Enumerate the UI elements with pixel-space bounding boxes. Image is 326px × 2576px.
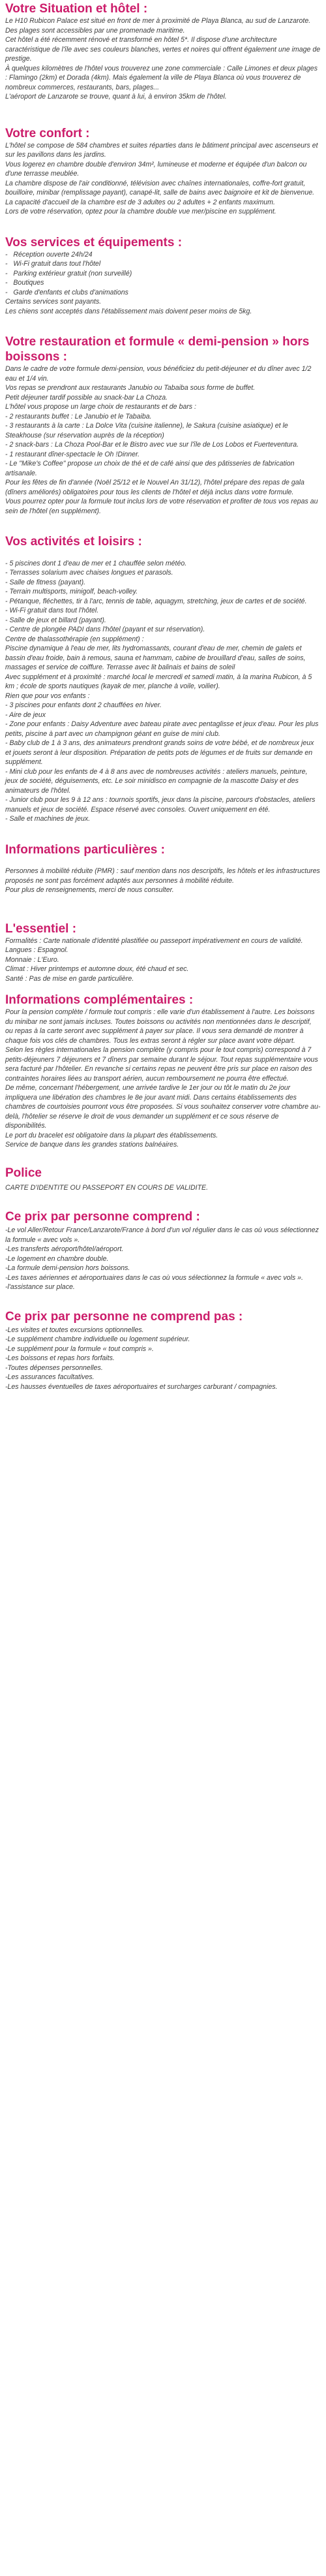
section-situation — [5, 0, 321, 102]
text-line: - Salle et machines de jeux. — [5, 815, 91, 823]
text-line: Lors de votre réservation, optez pour la chambre double vue mer/piscine en supplément. — [5, 208, 276, 215]
section-police — [5, 1166, 321, 1193]
text-line: - 2 restaurants buffet : Le Janubio et le Tabaiba. — [5, 412, 152, 421]
text-line: Pour la pension complète / formule tout compris : elle varie d'un établissement à l'autre. Les boissons du minibar ne sont jamais incluses. Toutes boissons ou activités non mentionnées dans le descriptif, ou repas à la carte seront avec supplément à payer sur place. Il vous sera demandé de montrer à chaque fois vos clés de chambres. Tous les extras seront à régler sur place avant votre départ. — [5, 1008, 315, 1045]
section-body-informations-particulieres — [5, 857, 321, 895]
section-essentiel — [5, 921, 321, 984]
section-prix-comprend — [5, 1209, 321, 1292]
text-line: - 2 snack-bars : La Choza Pool-Bar et le Bistro avec vue sur l'île de Los Lobos et Fuerteventura. — [5, 441, 299, 449]
text-line: L'hôtel se compose de 584 chambres et suites réparties dans le bâtiment principal avec ascenseurs et sur les pavillons dans les jardins. — [5, 141, 318, 159]
section-restauration — [5, 334, 321, 516]
text-line: Le H10 Rubicon Palace est situé en front de mer à proximité de Playa Blanca, au sud de Lanzarote. Des plages sont accessibles par une promenade maritime. — [5, 17, 311, 35]
text-line: Dans le cadre de votre formule demi-pension, vous bénéficiez du petit-déjeuner et du dîner avec 1/2 eau et 1/4 vin. — [5, 365, 312, 383]
text-line: - Terrasses solarium avec chaises longues et parasols. — [5, 569, 173, 577]
text-line: -Le supplément chambre individuelle ou logement supérieur. — [5, 1335, 190, 1343]
text-line: Selon les règles internationales la pension complète (y compris pour le tout compris) correspond à 7 petits-déjeuners 7 déjeuners et 7 dîners par semaine durant le séjour. Tout repas supplémentaire vous sera facturé par l'hôtelier. En revanche si certains repas ne peuvent être pris sur place en raison des contraintes horaires liées au transport aérien, aucun remboursement ne pourra être effectué. — [5, 1046, 318, 1083]
text-line: Vous logerez en chambre double d'environ 34m², lumineuse et moderne et équipée d'un balcon ou d'une terrasse meublée. — [5, 160, 307, 178]
text-line: - Salle de fitness (payant). — [5, 578, 86, 586]
section-title-confort: Votre confort : — [5, 126, 90, 140]
section-informations-particulieres — [5, 842, 321, 895]
text-line: Formalités : Carte nationale d'identité plastifiée ou passeport impérativement en cours de validité. — [5, 936, 303, 945]
text-line: Langues : Espagnol. — [5, 946, 68, 954]
text-line: -Les assurances facultatives. — [5, 1373, 95, 1381]
text-line: Vos repas se prendront aux restaurants Janubio ou Tabaiba sous forme de buffet. — [5, 384, 256, 392]
section-activites — [5, 534, 321, 824]
text-line: - 1 restaurant dîner-spectacle le Oh !Dinner. — [5, 450, 140, 458]
text-line: Personnes à mobilité réduite (PMR) : sauf mention dans nos descriptifs, les hôtels et les infrastructures proposés ne sont pas forcément adaptés aux personnes à mobilité réduite. — [5, 867, 320, 885]
section-body-essentiel — [5, 936, 321, 984]
text-line: - Centre de plongée PADI dans l'hôtel (payant et sur réservation). — [5, 626, 205, 633]
spacer — [5, 549, 321, 559]
text-line: Le port du bracelet est obligatoire dans la plupart des établissements. — [5, 1131, 218, 1139]
text-line: - Junior club pour les 9 à 12 ans : tournois sportifs, jeux dans la piscine, parcours d'obstacles, ateliers manuels et jeux de société. Espace réservé avec consoles. Ouvert uniquement en été. — [5, 796, 316, 814]
section-title-essentiel: L'essentiel : — [5, 921, 77, 936]
text-line: Vous pourrez opter pour la formule tout inclus lors de votre réservation et profiter de tous vos repas au sein de l'hôtel (en supplément). — [5, 498, 318, 515]
text-line: - Zone pour enfants : Daisy Adventure avec bateau pirate avec pentaglisse et jeux d'eau. Pour les plus petits, piscine à part avec un champignon géant en guise de mini club. — [5, 720, 319, 738]
text-line: Certains services sont payants. — [5, 298, 102, 306]
text-line: Climat : Hiver printemps et automne doux, été chaud et sec. — [5, 965, 189, 973]
text-line: - Wi-Fi gratuit dans tout l'hôtel. — [5, 607, 99, 614]
text-line: -l'assistance sur place. — [5, 1283, 75, 1291]
text-line: - Salle de jeux et billard (payant). — [5, 616, 106, 624]
section-body-prix-comprend — [5, 1226, 321, 1292]
text-line: CARTE D'IDENTITE OU PASSEPORT EN COURS DE VALIDITE. — [5, 1183, 209, 1192]
section-body-informations-complementaires — [5, 1008, 321, 1150]
text-line: -Toutes dépenses personnelles. — [5, 1363, 103, 1372]
text-line: - Mini club pour les enfants de 4 à 8 ans avec de nombreuses activités : ateliers manuels, peinture, jeux de société, déguisements, etc. Le soir minidisco en compagnie de la mascotte Daisy et des animateurs de l'hôtel. — [5, 767, 308, 795]
text-line: -Le vol Aller/Retour France/Lanzarote/France à bord d'un vol régulier dans le cas où vous sélectionnez la formule « avec vols ». — [5, 1226, 319, 1244]
text-line: Pour plus de renseignements, merci de nous consulter. — [5, 886, 174, 894]
text-line: - 5 piscines dont 1 d'eau de mer et 1 chauffée selon météo. — [5, 559, 187, 567]
section-informations-complementaires — [5, 993, 321, 1150]
text-line: - Aire de jeux — [5, 710, 46, 719]
section-confort — [5, 126, 321, 217]
section-title-restauration: Votre restauration et formule « demi-pension » hors boissons : — [5, 335, 310, 364]
section-body-situation — [5, 16, 321, 102]
section-body-services — [5, 297, 321, 316]
text-line: Petit déjeuner tardif possible au snack-bar La Choza. — [5, 393, 168, 402]
section-body-police — [5, 1183, 321, 1193]
text-line: - Le "Mike's Coffee" propose un choix de thé et de café ainsi que des pâtisseries de fabrication artisanale. — [5, 460, 295, 477]
section-body-activites — [5, 559, 321, 824]
text-line: Avec supplément et à proximité : marché local le mercredi et samedi matin, à la marina Rubicon, à 5 km ; école de sports nautiques (kayak de mer, planche à voile, voilier). — [5, 673, 312, 690]
list-item: - Réception ouverte 24h/24 — [5, 250, 93, 259]
services-list — [5, 250, 321, 298]
section-services — [5, 235, 321, 317]
text-line: -Les hausses éventuelles de taxes aéroportuaires et surcharges carburant / compagnies. — [5, 1382, 278, 1391]
text-line: - 3 piscines pour enfants dont 2 chauffées en hiver. — [5, 701, 162, 709]
text-line: - 3 restaurants à la carte : La Dolce Vita (cuisine italienne), le Sakura (cuisine asiatique) et le Steakhouse (sur réservation auprès de la réception) — [5, 422, 288, 439]
section-title-informations-complementaires: Informations complémentaires : — [5, 993, 194, 1007]
text-line: L'aéroport de Lanzarote se trouve, quant à lui, à environ 35km de l'hôtel. — [5, 93, 227, 101]
section-title-prix-ne-comprend-pas: Ce prix par personne ne comprend pas : — [5, 1309, 243, 1324]
section-title-services: Vos services et équipements : — [5, 235, 183, 249]
text-line: Piscine dynamique à l'eau de mer, lits hydromassants, courant d'eau de mer, chemin de galets et bassin d'eau froide, bain à remous, sauna et hammam, cabine de brouillard d'eau, salles de soins, massages et service de coiffure. Terrasse avec lit balinais et bains de soleil — [5, 644, 306, 671]
text-line: L'hôtel vous propose un large choix de restaurants et de bars : — [5, 403, 196, 411]
text-line: -Les taxes aériennes et aéroportuaires dans le cas où vous sélectionnez la formule « avec vols ». — [5, 1273, 303, 1282]
section-title-prix-comprend: Ce prix par personne comprend : — [5, 1210, 200, 1224]
text-line: Pour les fêtes de fin d'année (Noël 25/12 et le Nouvel An 31/12), l'hôtel prépare des repas de gala (dîners améliorés) obligatoires pour tous les clients de l'hôtel et déjà inclus dans votre formule. — [5, 479, 304, 496]
text-line: -Les transferts aéroport/hôtel/aéroport. — [5, 1245, 124, 1253]
section-title-informations-particulieres: Informations particulières : — [5, 842, 165, 857]
list-item: - Wi-Fi gratuit dans tout l'hôtel — [5, 260, 101, 268]
section-body-prix-ne-comprend-pas — [5, 1326, 321, 1392]
text-line: Rien que pour vos enfants : — [5, 692, 90, 700]
text-line: - Baby club de 1 à 3 ans, des animateurs prendront grands soins de votre bébé, et de nombreux jeux et jouets seront à leur disposition. Préparation de petits pots de légumes et de fruits sur demande en supplément. — [5, 739, 314, 766]
text-line: -Les visites et toutes excursions optionnelles. — [5, 1326, 144, 1334]
section-title-situation: Votre Situation et hôtel : — [5, 2, 148, 16]
section-title-police: Police — [5, 1166, 42, 1180]
text-line: - Terrain multisports, minigolf, beach-volley. — [5, 588, 138, 596]
section-body-restauration — [5, 364, 321, 516]
text-line: À quelques kilomètres de l'hôtel vous trouverez une zone commerciale : Calle Limones et deux plages : Flamingo (2km) et Dorada (4km). Mais également la ville de Playa Blanca où vous trouverez de nombreux commerces, restaurants, bars, plages... — [5, 64, 318, 91]
section-prix-ne-comprend-pas — [5, 1309, 321, 1392]
text-line: Cet hôtel a été récemment rénové et transformé en hôtel 5*. Il dispose d'une architecture caractéristique de l'île avec ses couleurs blanches, vertes et noires qui offrent également une image de prestige. — [5, 36, 321, 63]
section-title-activites: Vos activités et loisirs : — [5, 535, 142, 549]
text-line: Santé : Pas de mise en garde particulière. — [5, 974, 134, 983]
section-body-confort — [5, 141, 321, 217]
text-line: -La formule demi-pension hors boissons. — [5, 1264, 130, 1272]
list-item: - Parking extérieur gratuit (non surveillé) — [5, 269, 132, 278]
text-line: -Le logement en chambre double. — [5, 1254, 109, 1263]
text-line — [5, 857, 321, 867]
text-line: Service de banque dans les grandes stations balnéaires. — [5, 1141, 179, 1149]
text-line: De même, concernant l'hébergement, une arrivée tardive le 1er jour ou tôt le matin du 2e jour impliquera une libération des chambres le 8e jour avant midi. Dans certains établissements des chambres de courtoisies pourront vous être proposées. Si vous souhaitez conserver votre chambre au-delà, l'hôtelier se réserve le droit de vous demander un supplément et ce sous réserve de disponibilités. — [5, 1084, 321, 1130]
text-line: -Le supplément pour la formule « tout compris ». — [5, 1344, 154, 1353]
text-line: Monnaie : L'Euro. — [5, 955, 59, 964]
text-line: Les chiens sont acceptés dans l'établissement mais doivent peser moins de 5kg. — [5, 307, 252, 315]
text-line: - Pétanque, fléchettes, tir à l'arc, tennis de table, aquagym, stretching, jeux de cartes et de société. — [5, 597, 307, 605]
text-line: -Les boissons et repas hors forfaits. — [5, 1354, 115, 1362]
list-item: - Boutiques — [5, 279, 44, 287]
text-line: Centre de thalassothérapie (en supplément) : — [5, 635, 144, 643]
text-line: La chambre dispose de l'air conditionné, télévision avec chaînes internationales, coffre-fort gratuit, bouilloire, minibar (remplissage payant), canapé-lit, salle de bains avec baignoire et kit de bienvenue. — [5, 179, 315, 197]
text-line: La capacité d'accueil de la chambre est de 3 adultes ou 2 adultes + 2 enfants maximum. — [5, 198, 275, 206]
list-item: - Garde d'enfants et clubs d'animations — [5, 288, 128, 296]
